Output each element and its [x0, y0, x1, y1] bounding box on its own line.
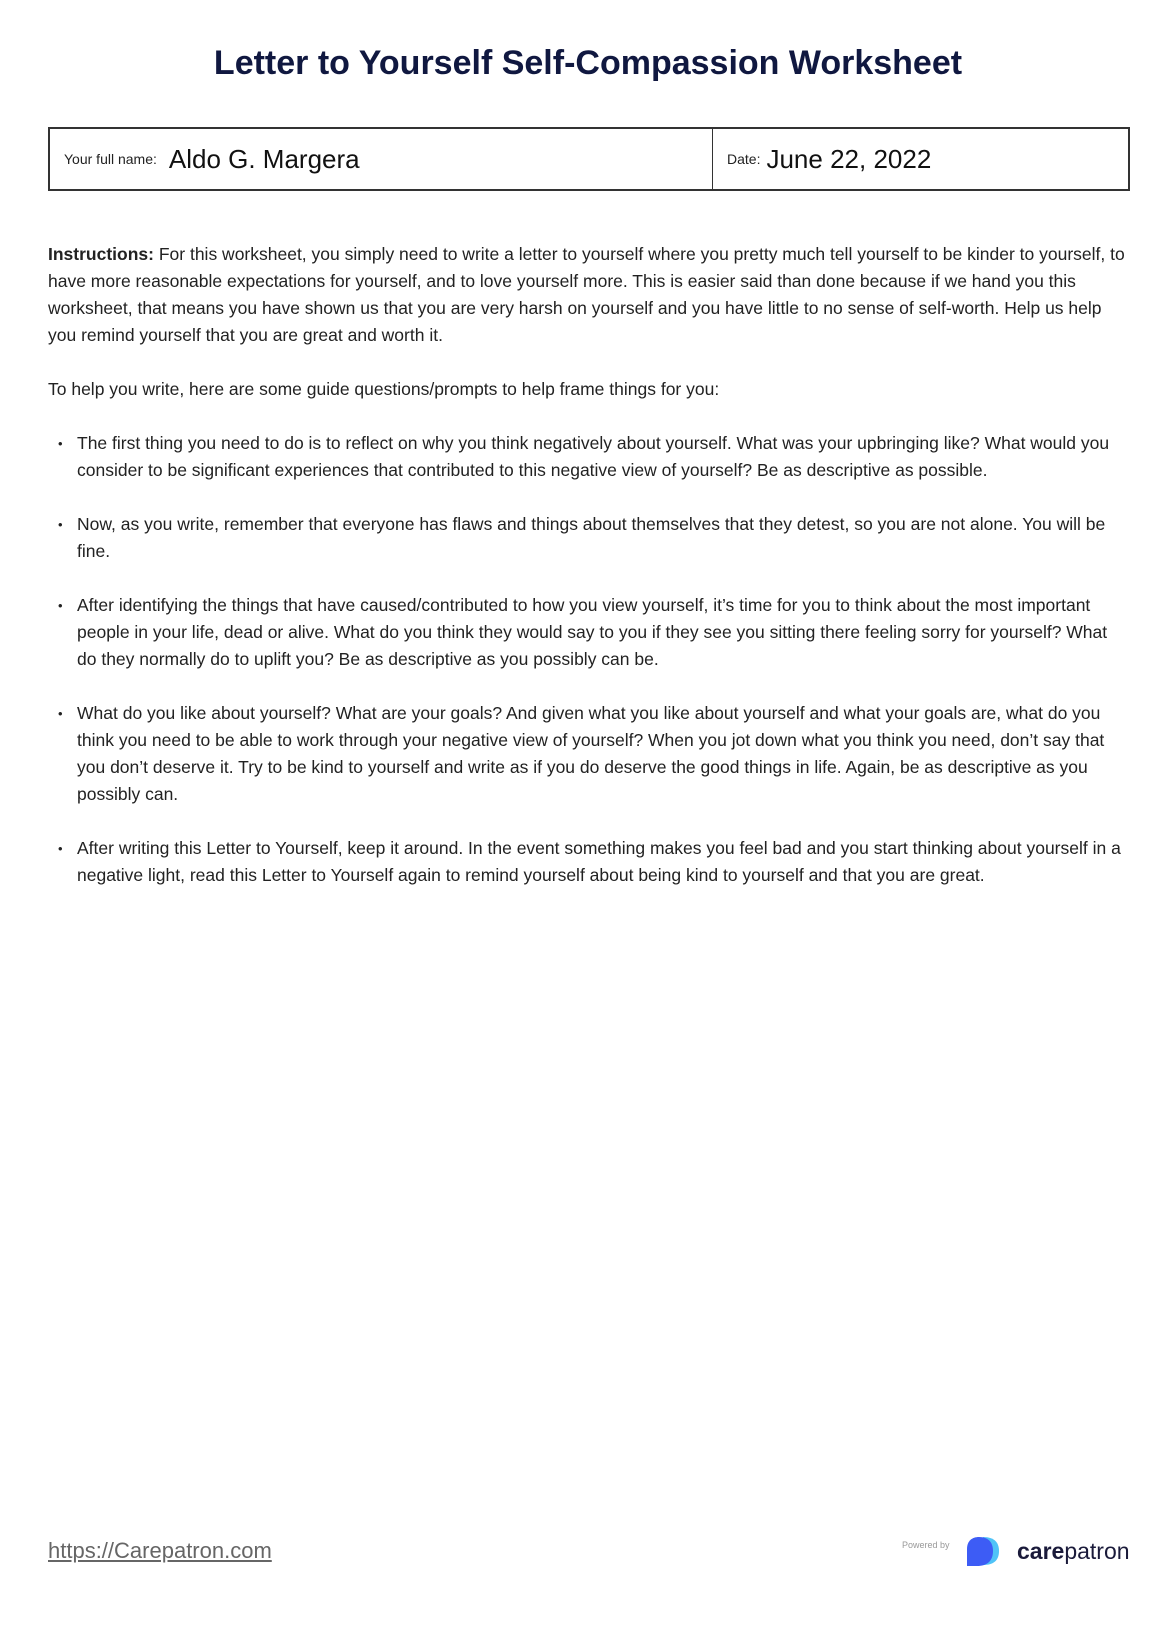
intro-text: To help you write, here are some guide questions/prompts to help frame things for you:: [48, 379, 720, 399]
prompt-item: • What do you like about yourself? What are your goals? And given what you like about yourself and what your goals are, what do you think you need to be able to work through your negative view of yourself? When you jot down what you think you need, don’t say that you don’t deserve it. Try to be kind to yourself and write as if you do deserve the good things in life. Again, be as descriptive as you possibly can.: [48, 700, 1130, 808]
prompt-list: [48, 430, 1130, 889]
date-value[interactable]: June 22, 2022: [766, 143, 932, 174]
date-label: Date:: [727, 151, 761, 167]
date-field[interactable]: [713, 129, 931, 189]
brand-rest: patron: [1064, 1537, 1130, 1564]
worksheet-body: [48, 241, 1130, 916]
prompt-item: • After writing this Letter to Yourself, keep it around. In the event something makes you feel bad and you start thinking about yourself in a negative light, read this Letter to Yourself again to remind yourself about being kind to yourself and that you are great.: [48, 835, 1130, 889]
powered-by-text: Powered by: [902, 1540, 950, 1550]
info-fields: [48, 127, 1130, 191]
name-field[interactable]: [50, 129, 713, 189]
prompt-item: • After identifying the things that have caused/contributed to how you view yourself, it’s time for you to think about the most important people in your life, dead or alive. What do you think they would say to you if they see you sitting there feeling sorry for yourself? What do they normally do to uplift you? Be as descriptive as you possibly can be.: [48, 592, 1130, 673]
prompt-item: • Now, as you write, remember that everyone has flaws and things about themselves that they detest, so you are not alone. You will be fine.: [48, 511, 1130, 565]
instructions-label: Instructions:: [48, 244, 154, 264]
instructions: [48, 241, 1130, 349]
page-title: Letter to Yourself Self-Compassion Worksheet: [213, 44, 963, 82]
prompt-item: • The first thing you need to do is to reflect on why you think negatively about yourself. What was your upbringing like? What would you consider to be significant experiences that contributed to this negative view of yourself? Be as descriptive as possible.: [48, 430, 1130, 484]
brand-bold: care: [1017, 1537, 1065, 1564]
name-label: Your full name:: [64, 151, 157, 167]
carepatron-link[interactable]: https://Carepatron.com: [48, 1538, 272, 1563]
carepatron-logo-icon: [965, 1535, 1011, 1567]
name-value[interactable]: Aldo G. Margera: [168, 143, 360, 174]
brand-name: [1017, 1538, 1130, 1565]
carepatron-logo: [965, 1535, 1130, 1567]
instructions-text: For this worksheet, you simply need to write a letter to yourself where you pretty much tell yourself to be kinder to yourself, to have more reasonable expectations for yourself, and to love yourself more. This is easier said than done because if we hand you this worksheet, that means you have shown us that you are very harsh on yourself and you have little to no sense of self-worth. Help us help you remind yourself that you are great and worth it.: [48, 244, 1125, 345]
